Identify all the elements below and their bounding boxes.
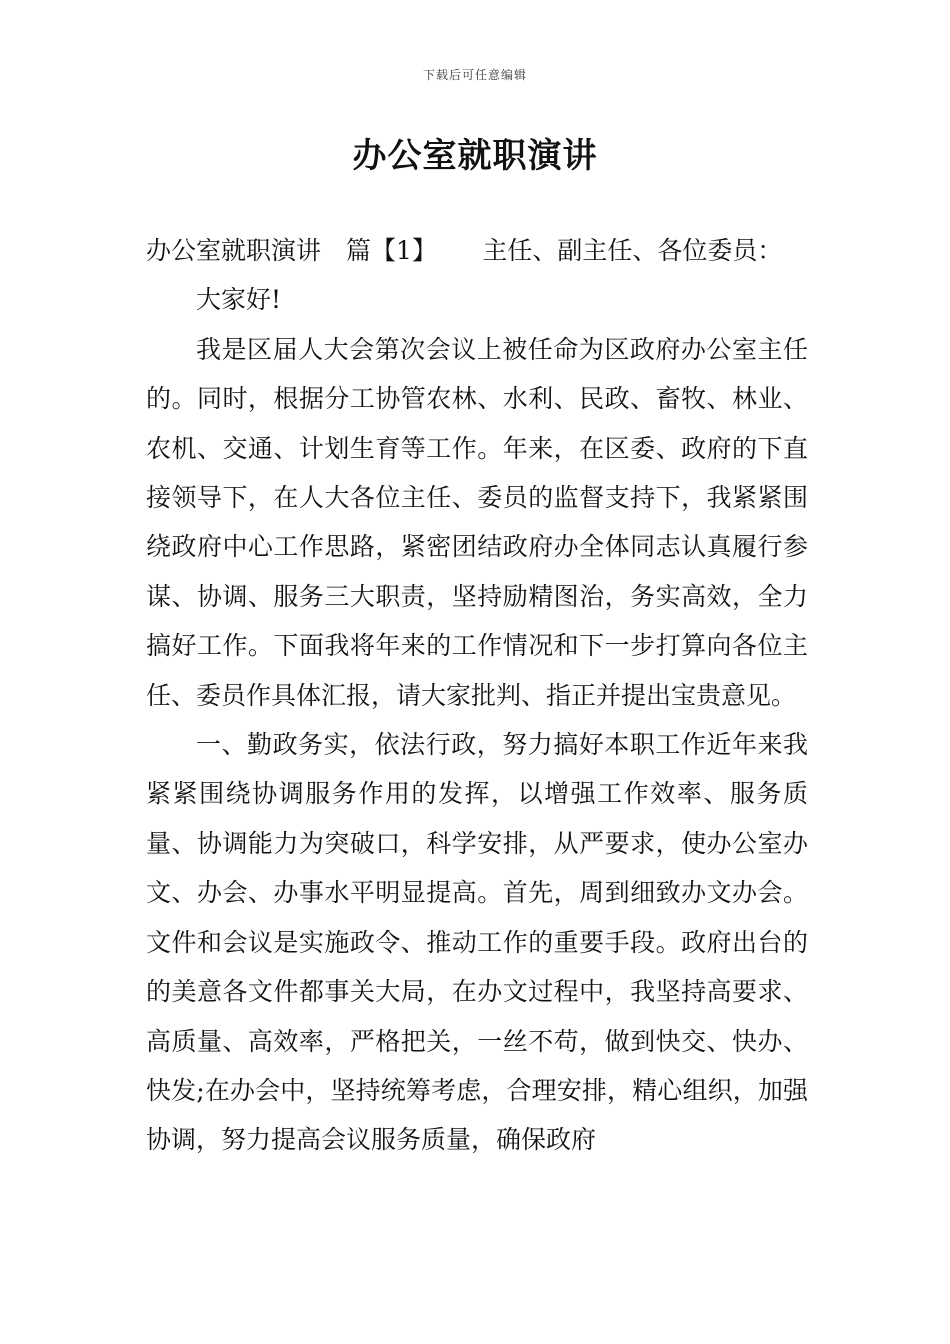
paragraph-introduction: 我是区届人大会第次会议上被任命为区政府办公室主任的。同时，根据分工协管农林、水利、民政、畜牧、林业、农机、交通、计划生育等工作。年来，在区委、政府的下直接领导下，在人大各位主任、委员的监督支持下，我紧紧围绕政府中心工作思路，紧密团结政府办全体同志认真履行参谋、协调、服务三大职责，坚持励精图治，务实高效，全力搞好工作。下面我将年来的工作情况和下一步打算向各位主任、委员作具体汇报，请大家批判、指正并提出宝贵意见。 bbox=[146, 334, 808, 710]
salutation: 主任、副主任、各位委员： bbox=[482, 236, 783, 265]
header-note: 下载后可任意编辑 bbox=[422, 68, 527, 82]
opening-gap bbox=[424, 236, 482, 265]
opening-line bbox=[146, 226, 808, 275]
section-label: 办公室就职演讲 篇【1】 bbox=[146, 236, 425, 265]
paragraph-section-one: 一、勤政务实，依法行政，努力搞好本职工作近年来我紧紧围绕协调服务作用的发挥，以增强工作效率、服务质量、协调能力为突破口，科学安排，从严要求，使办公室办文、办会、办事水平明显提高。首先，周到细致办文办会。文件和会议是实施政令、推动工作的重要手段。政府出台的的美意各文件都事关大局，在办文过程中，我坚持高要求、高质量、高效率，严格把关，一丝不苟，做到快交、快办、快发;在办会中，坚持统筹考虑，合理安排，精心组织，加强协调，努力提高会议服务质量，确保政府 bbox=[146, 730, 808, 1155]
paragraph-greeting: 大家好! bbox=[196, 285, 282, 315]
document-title: 办公室就职演讲 bbox=[352, 136, 598, 176]
document-body bbox=[146, 226, 808, 1165]
